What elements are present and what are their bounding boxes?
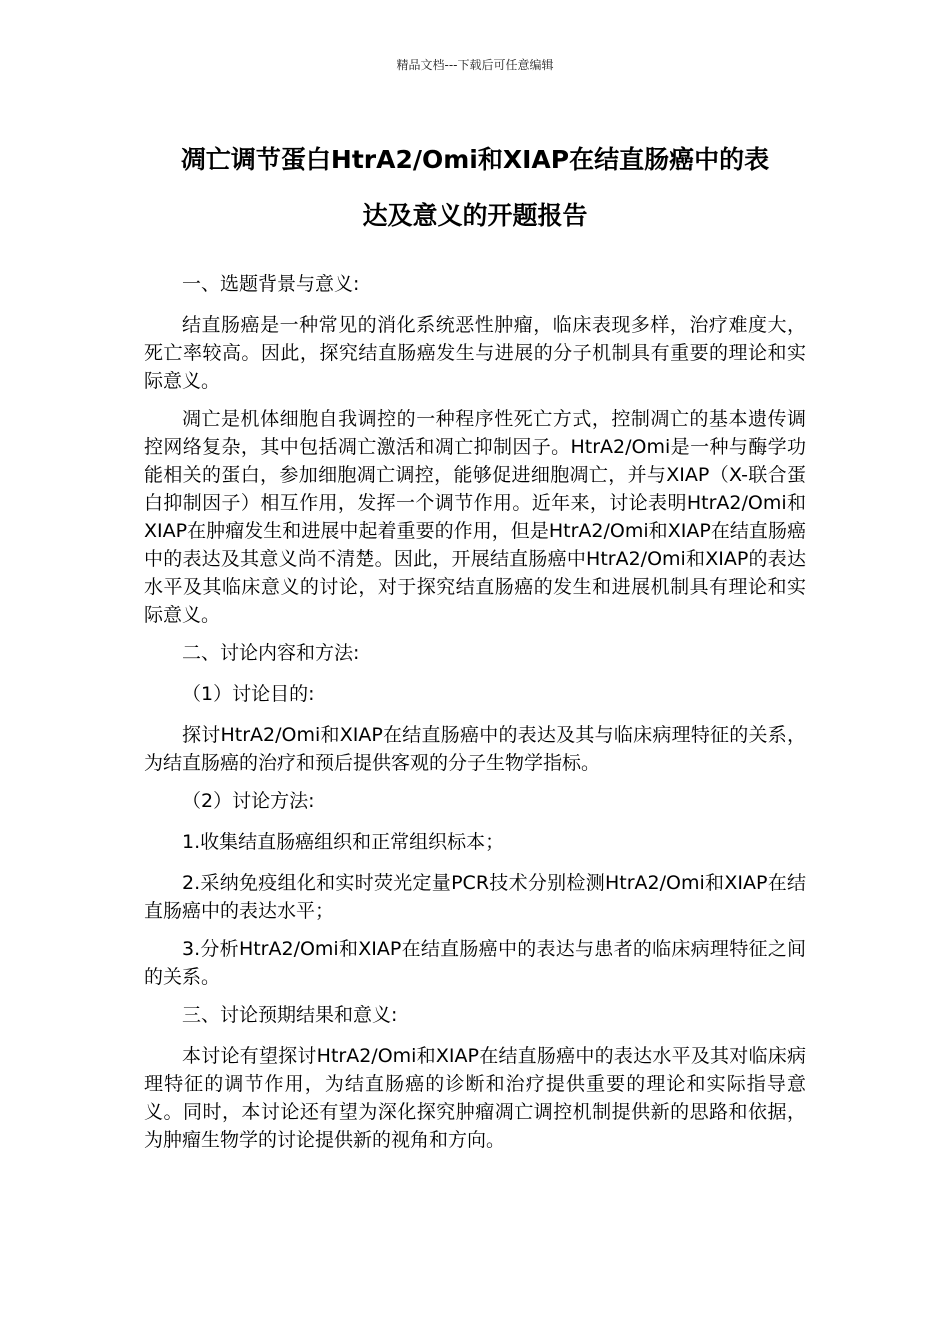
subheading-method: （2）讨论方法: — [182, 790, 315, 812]
document-title-line-1: 凋亡调节蛋白HtrA2/Omi和XIAP在结直肠癌中的表 — [180, 145, 770, 174]
section-heading-expected-results: 三、讨论预期结果和意义: — [182, 1004, 398, 1026]
paragraph-apoptosis: 凋亡是机体细胞自我调控的一种程序性死亡方式，控制凋亡的基本遗传调控网络复杂，其中包括凋亡激活和凋亡抑制因子。HtrA2/Omi是一种与酶学功能相关的蛋白，参加细胞凋亡调控，能够促进细胞凋亡，并与XIAP（X-联合蛋白抑制因子）相互作用，发挥一个调节作用。近年来，讨论表明HtrA2/Omi和XIAP在肿瘤发生和进展中起着重要的作用，但是HtrA2/Omi和XIAP在结直肠癌中的表达及其意义尚不清楚。因此，开展结直肠癌中HtrA2/Omi和XIAP的表达水平及其临床意义的讨论，对于探究结直肠癌的发生和进展机制具有理论和实际意义。 — [144, 408, 806, 626]
method-step-3: 3.分析HtrA2/Omi和XIAP在结直肠癌中的表达与患者的临床病理特征之间的关系。 — [144, 938, 806, 988]
subheading-purpose: （1）讨论目的: — [182, 683, 315, 705]
section-heading-background: 一、选题背景与意义: — [182, 273, 360, 295]
paragraph-purpose: 探讨HtrA2/Omi和XIAP在结直肠癌中的表达及其与临床病理特征的关系，为结直肠癌的治疗和预后提供客观的分子生物学指标。 — [144, 724, 806, 774]
document-title — [100, 132, 850, 244]
paragraph-background: 结直肠癌是一种常见的消化系统恶性肿瘤，临床表现多样，治疗难度大，死亡率较高。因此，探究结直肠癌发生与进展的分子机制具有重要的理论和实际意义。 — [144, 314, 806, 392]
method-step-1: 1.收集结直肠癌组织和正常组织标本； — [182, 831, 505, 853]
section-heading-methods: 二、讨论内容和方法: — [182, 642, 360, 664]
document-title-line-2: 达及意义的开题报告 — [362, 201, 588, 230]
paragraph-expected-results: 本讨论有望探讨HtrA2/Omi和XIAP在结直肠癌中的表达水平及其对临床病理特征的调节作用，为结直肠癌的诊断和治疗提供重要的理论和实际指导意义。同时，本讨论还有望为深化探究肿瘤凋亡调控机制提供新的思路和依据，为肿瘤生物学的讨论提供新的视角和方向。 — [144, 1045, 806, 1151]
page-header: 精品文档---下载后可任意编辑 — [396, 58, 554, 72]
document-body — [144, 270, 806, 1164]
method-step-2: 2.采纳免疫组化和实时荧光定量PCR技术分别检测HtrA2/Omi和XIAP在结直肠癌中的表达水平； — [144, 872, 806, 922]
